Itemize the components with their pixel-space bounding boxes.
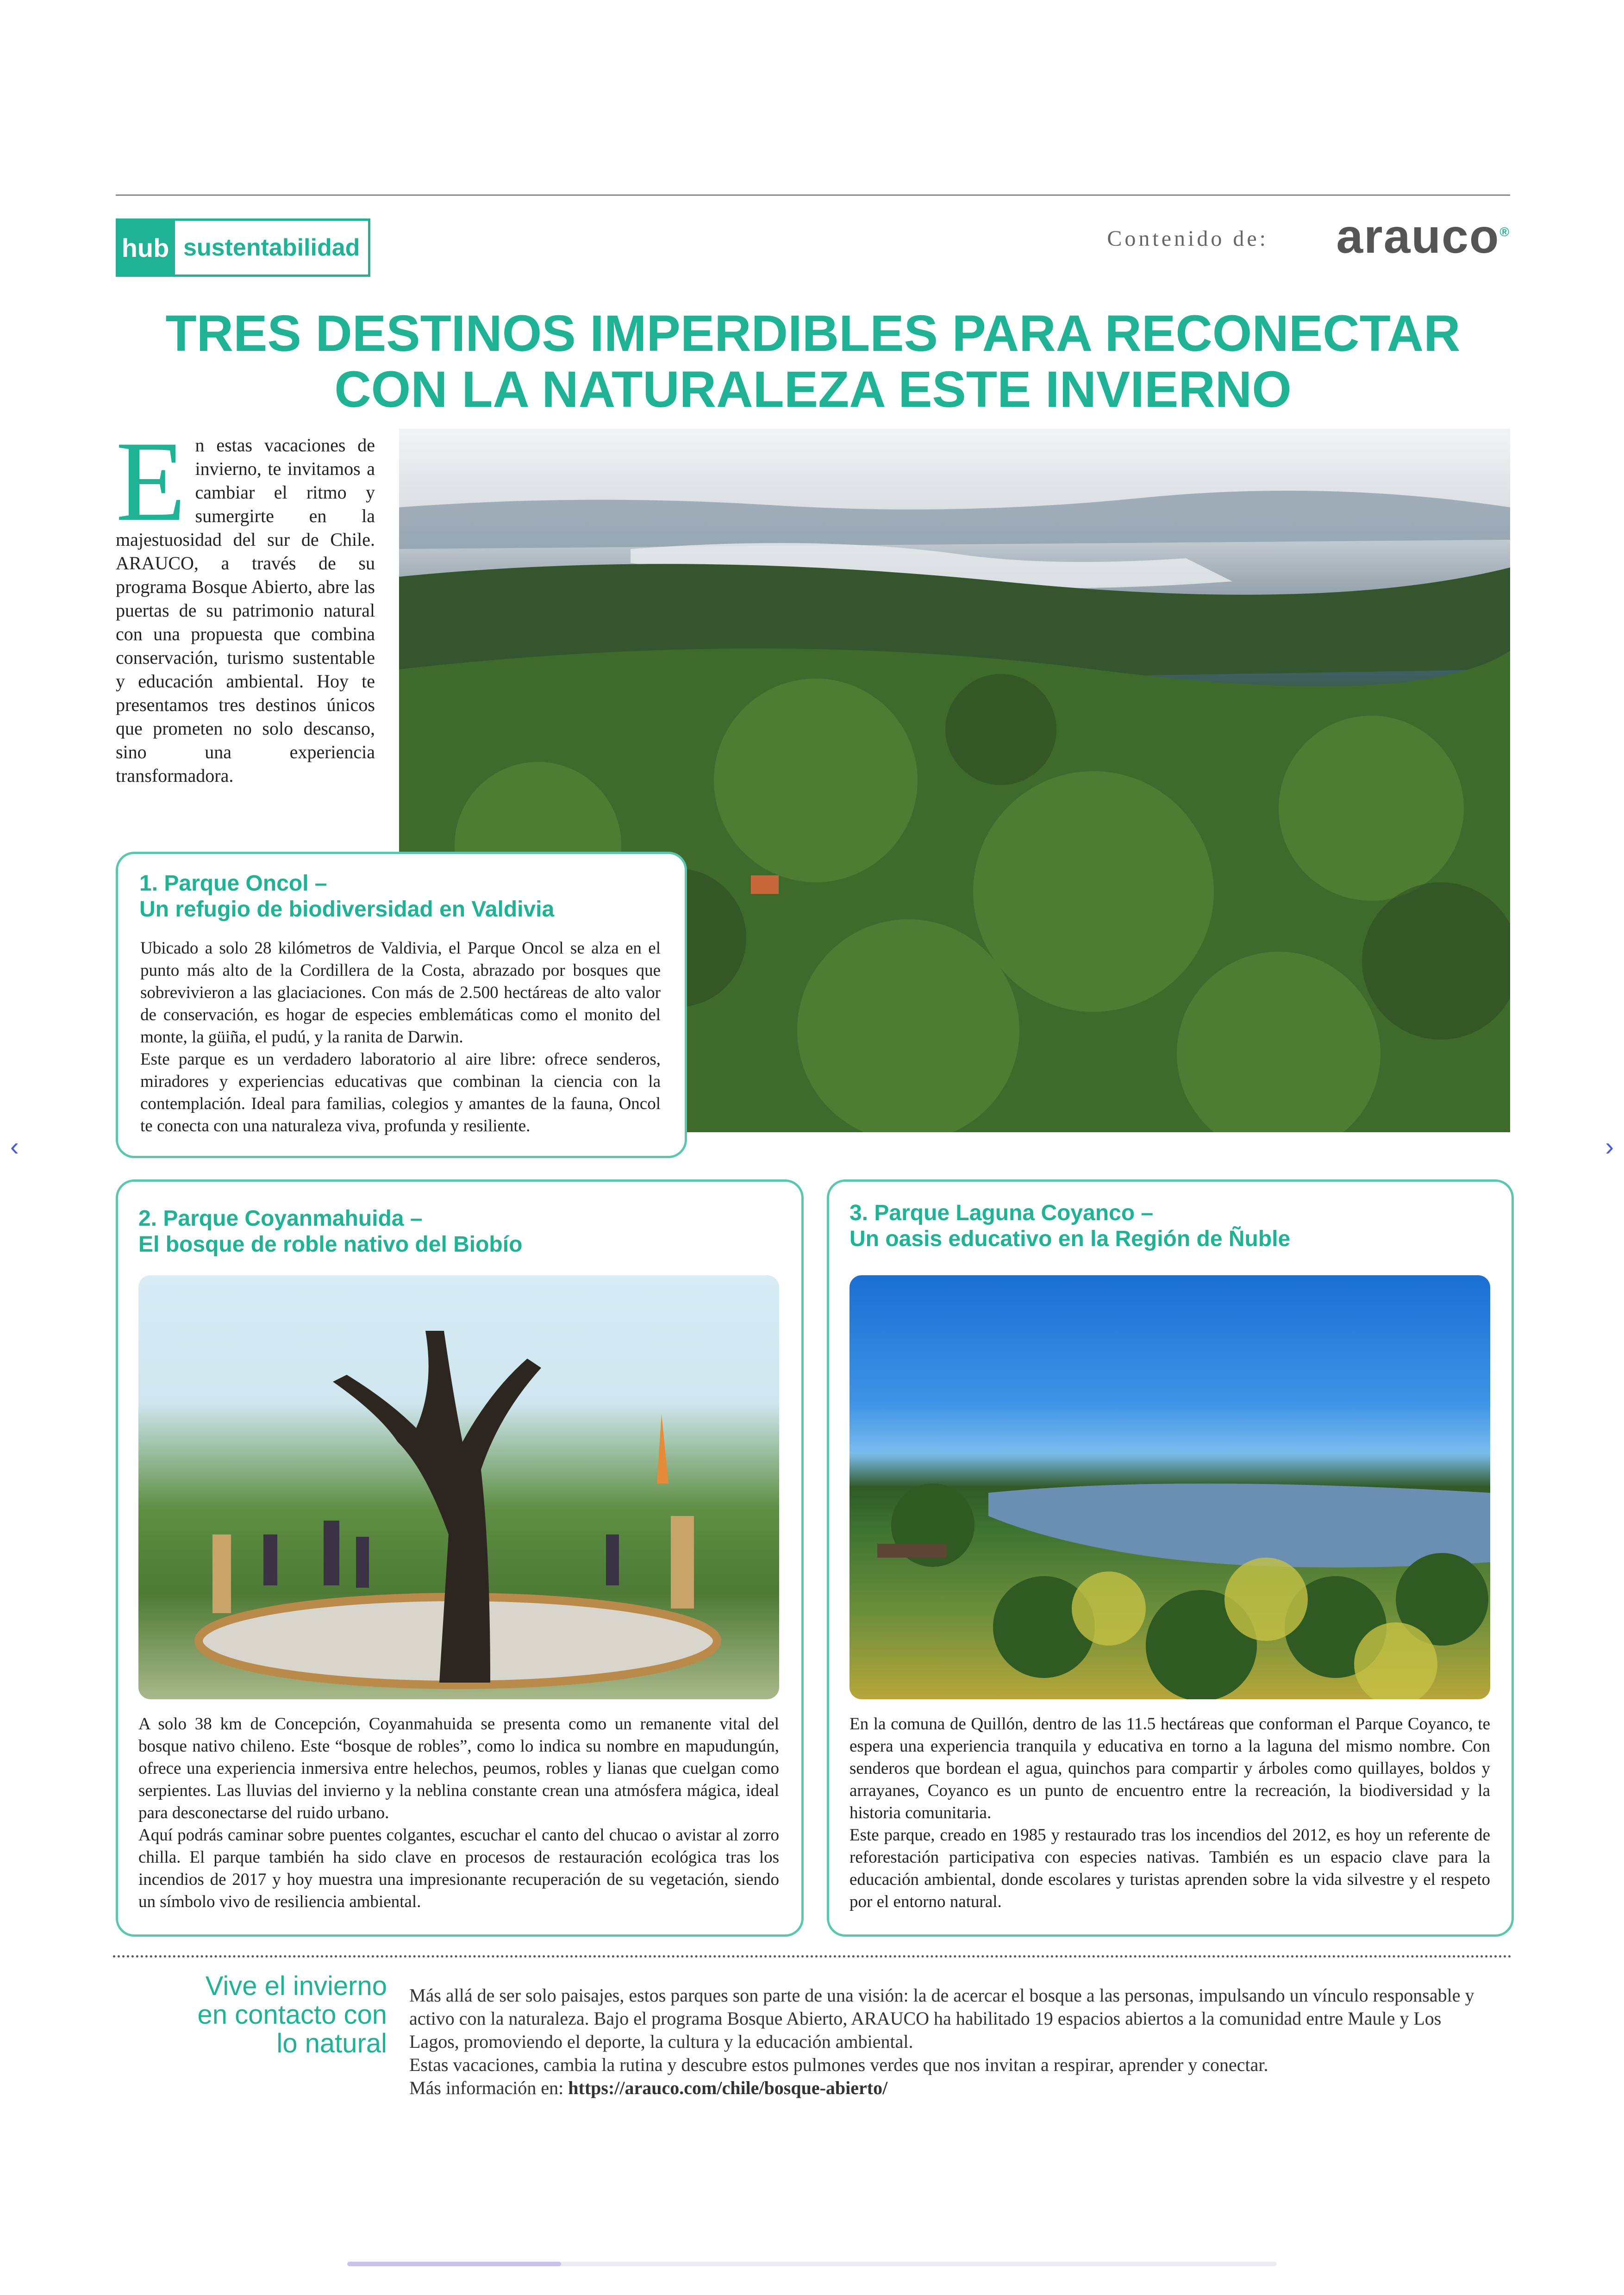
section-brand <box>116 218 370 277</box>
park-text-coyanco: En la comuna de Quillón, dentro de las 11.5 hectáreas que conforman el Parque Coyanco, te espera una experiencia tranquila y educativa en torno a la laguna del mismo nombre. Con senderos que bordean el agua, quinchos para compartir y árboles como quillayes, boldos y arrayanes, Coyanco es un punto de encuentro entre la recreación, la biodiversidad y la historia comunitaria. Este parque, creado en 1985 y restaurado tras los incendios del 2012, es hoy un referente de reforestación participativa con especies nativas. También es un espacio clave para la educación ambiental, donde escolares y turistas aprenden sobre la vida silvestre y el respeto por el entorno natural. <box>849 1715 1490 1911</box>
headline-line-1: TRES DESTINOS IMPERDIBLES PARA RECONECTAR <box>165 305 1461 362</box>
headline-line-2: CON LA NATURALEZA ESTE INVIERNO <box>334 361 1292 418</box>
lookout-tower <box>751 875 779 894</box>
park-text-oncol: Ubicado a solo 28 kilómetros de Valdivia, el Parque Oncol se alza en el punto más alto de la Cordillera de la Costa, abrazado por bosques que sobrevivieron a las glaciaciones. Con más de 2.500 hectáreas de alto valor de conservación, es hogar de especies emblemáticas como el monito del monte, la güiña, el pudú, y la ranita de Darwin. Este parque es un verdadero laboratorio al aire libre: ofrece senderos, miradores y experiencias educativas que combinan la ciencia con la contemplación. Ideal para familias, colegios y amantes de la fauna, Oncol te conecta con una naturaleza viva, profunda y resiliente. <box>140 939 661 1135</box>
park-title-coyanco: 3. Parque Laguna Coyanco – Un oasis educativo en la Región de Ñuble <box>849 1201 1291 1251</box>
dotted-divider <box>113 1955 1512 1958</box>
tree-scene <box>138 1275 779 1699</box>
park-title-coyanmahuida: 2. Parque Coyanmahuida – El bosque de roble nativo del Biobío <box>138 1206 523 1257</box>
coyanco-photo <box>849 1275 1490 1699</box>
hub-label: hub <box>116 218 175 277</box>
more-info-label: Más información en: <box>409 2077 564 2098</box>
park-text-coyanmahuida: A solo 38 km de Concepción, Coyanmahuida se presenta como un remanente vital del bosque nativo chileno. Este “bosque de robles”, como lo indica su nombre en mapudungún, ofrece una experiencia inmersiva entre helechos, peumos, robles y lianas que cuelgan como serpientes. Las lluvias del invierno y la neblina constante crean una atmósfera mágica, ideal para desconectarse del ruido urbano. Aquí podrás caminar sobre puentes colgantes, escuchar el canto del chucao o avistar al zorro chilla. El parque también ha sido clave en procesos de restauración ecológica tras los incendios de 2017 y hoy muestra una impresionante recuperación de su vegetación, siendo un símbolo vivo de resiliencia ambiental. <box>138 1715 779 1911</box>
headline <box>116 306 1510 418</box>
more-info-link[interactable]: https://arauco.com/chile/bosque-abierto/ <box>568 2077 888 2098</box>
closing-text: Más allá de ser solo paisajes, estos parques son parte de una visión: la de acercar el bosque a las personas, impulsando un vínculo responsable y activo con la naturaleza. Bajo el programa Bosque Abierto, ARAUCO ha habilitado 19 espacios abiertos a la comunidad entre Maule y Los Lagos, promoviendo el deporte, la cultura y la educación ambiental. Estas vacaciones, cambia la rutina y descubre estos pulmones verdes que nos invitan a respirar, aprender y conectar. Más información en: https://arauco.com/chile/bosque-abierto/ <box>409 1985 1474 2098</box>
section-label: sustentabilidad <box>175 218 370 277</box>
top-rule <box>116 194 1510 196</box>
park-card-coyanmahuida <box>116 1179 804 1937</box>
park-card-coyanco <box>827 1179 1514 1937</box>
intro-text: n estas vacaciones de invierno, te invitamos a cambiar el ritmo y sumergirte en la majestuosidad del sur de Chile. ARAUCO, a través de su programa Bosque Abierto, abre las puertas de su patrimonio natural con una propuesta que combina conservación, turismo sustentable y educación ambiental. Hoy te presentamos tres destinos únicos que prometen no solo descanso, sino una experiencia transformadora. <box>116 435 375 786</box>
closing-heading: Vive el invierno en contacto con lo natural <box>197 1971 387 2058</box>
next-page-button[interactable]: › <box>1605 1132 1614 1161</box>
page-progress-bar[interactable] <box>347 2262 1277 2266</box>
coyanmahuida-photo <box>138 1275 779 1699</box>
arauco-logo: arauco® <box>1336 210 1510 263</box>
prev-page-button[interactable]: ‹ <box>10 1132 19 1161</box>
intro-paragraph <box>116 418 375 787</box>
drop-cap: E <box>116 418 186 545</box>
park-card-oncol <box>116 852 687 1158</box>
sponsor-label: Contenido de: <box>1107 226 1268 251</box>
park-title-oncol: 1. Parque Oncol – Un refugio de biodiversidad en Valdivia <box>139 871 555 922</box>
lagoon-scene <box>849 1275 1490 1699</box>
page-progress-fill <box>347 2262 561 2266</box>
lagoon <box>988 1484 1490 1567</box>
